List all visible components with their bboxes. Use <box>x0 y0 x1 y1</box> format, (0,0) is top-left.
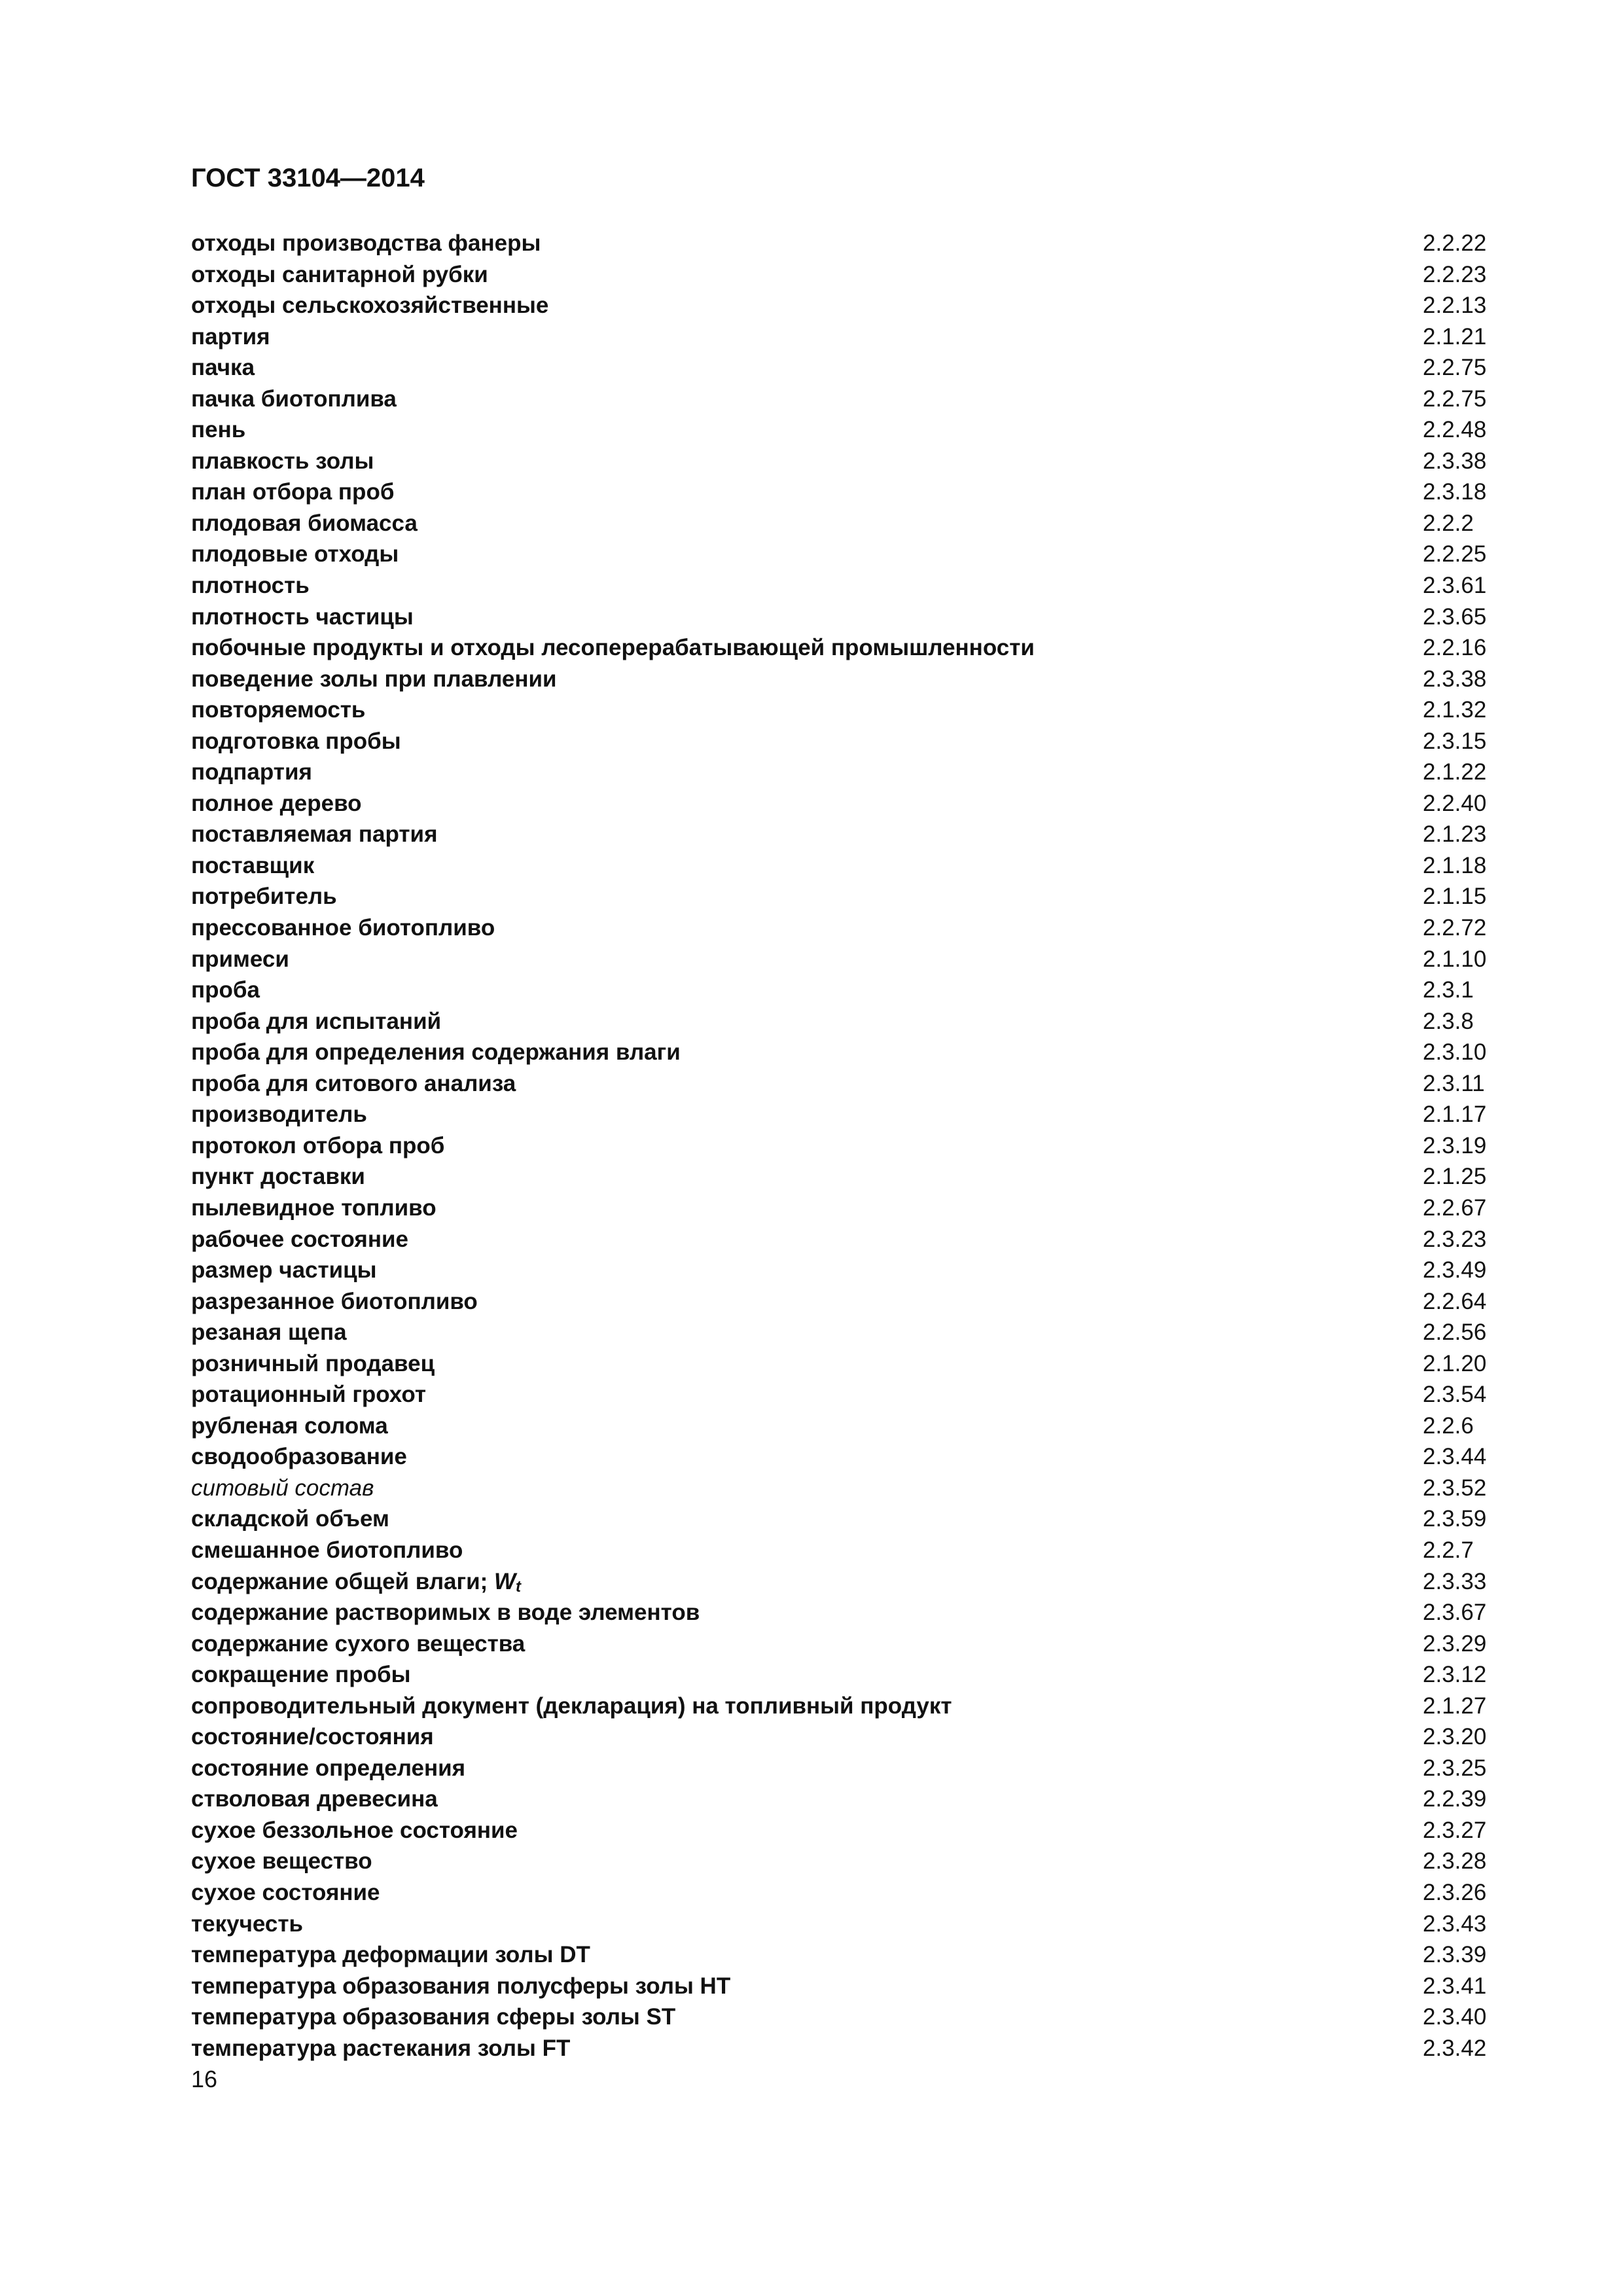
index-entry <box>191 1473 1491 1504</box>
index-ref: 2.3.25 <box>1423 1755 1487 1781</box>
index-entry <box>191 1410 1491 1442</box>
index-term <box>191 1286 478 1318</box>
index-entry <box>191 290 1491 321</box>
index-term <box>191 1473 374 1504</box>
index-ref: 2.2.67 <box>1423 1194 1487 1221</box>
index-entry <box>191 1441 1491 1473</box>
index-entry <box>191 1161 1491 1193</box>
index-term-text: температура деформации золы DT <box>191 1942 590 1968</box>
index-entry <box>191 1379 1491 1410</box>
index-term <box>191 2001 675 2033</box>
index-term <box>191 539 399 570</box>
index-ref: 2.2.72 <box>1423 915 1487 941</box>
index-term <box>191 1379 426 1410</box>
index-ref: 2.3.54 <box>1423 1382 1487 1408</box>
index-term <box>191 1068 516 1100</box>
index-term-text: отходы санитарной рубки <box>191 261 488 287</box>
index-term <box>191 664 557 695</box>
index-term <box>191 601 414 633</box>
index-term <box>191 476 394 508</box>
index-entry <box>191 1721 1491 1753</box>
index-term <box>191 228 541 259</box>
index-ref: 2.3.18 <box>1423 479 1487 505</box>
index-entry <box>191 1753 1491 1784</box>
index-term-text: содержание растворимых в воде элементов <box>191 1600 700 1626</box>
index-term <box>191 352 255 384</box>
index-term-text: складской объем <box>191 1506 389 1532</box>
index-term-text: рубленая солома <box>191 1412 388 1439</box>
index-ref: 2.3.19 <box>1423 1132 1487 1158</box>
index-term <box>191 1784 438 1815</box>
index-entry <box>191 259 1491 291</box>
index-ref: 2.2.40 <box>1423 790 1487 816</box>
index-term-text: содержание сухого вещества <box>191 1630 526 1657</box>
index-term <box>191 1691 952 1722</box>
index-entry <box>191 2001 1491 2033</box>
index-ref: 2.3.52 <box>1423 1475 1487 1501</box>
index-ref: 2.3.33 <box>1423 1568 1487 1594</box>
index-entry <box>191 1659 1491 1691</box>
index-entry <box>191 1224 1491 1255</box>
index-term <box>191 1348 435 1380</box>
index-term-text: поставляемая партия <box>191 821 438 848</box>
index-term-text: сопроводительный документ (декларация) на топливный продукт <box>191 1693 952 1719</box>
index-ref: 2.3.61 <box>1423 573 1487 599</box>
index-term-text: пункт доставки <box>191 1164 365 1190</box>
index-term-text: температура образования полусферы золы HT <box>191 1973 731 1999</box>
index-ref: 2.1.17 <box>1423 1102 1487 1128</box>
index-term-text: потребитель <box>191 884 337 910</box>
index-term <box>191 1597 700 1628</box>
index-entry <box>191 570 1491 601</box>
index-entry <box>191 1815 1491 1846</box>
index-term-text: ситовый состав <box>191 1475 374 1501</box>
index-entry <box>191 1971 1491 2002</box>
index-term <box>191 1753 465 1784</box>
index-term-symbol: W <box>494 1568 516 1594</box>
index-term <box>191 912 495 944</box>
index-term <box>191 2033 570 2064</box>
index-ref: 2.3.44 <box>1423 1444 1487 1470</box>
index-term <box>191 1877 380 1909</box>
index-term <box>191 975 260 1006</box>
index-entry <box>191 850 1491 882</box>
index-ref: 2.3.10 <box>1423 1039 1487 1066</box>
page-number: 16 <box>191 2066 218 2092</box>
index-entry <box>191 1846 1491 1877</box>
index-entry <box>191 788 1491 819</box>
index-term <box>191 1006 441 1037</box>
index-term-text: проба для ситового анализа <box>191 1070 516 1096</box>
index-term-text: плодовые отходы <box>191 541 399 567</box>
index-term-text: плотность <box>191 573 310 599</box>
index-ref: 2.3.1 <box>1423 977 1474 1003</box>
index-entry <box>191 539 1491 570</box>
index-term <box>191 944 289 975</box>
index-term <box>191 1939 590 1971</box>
index-ref: 2.2.56 <box>1423 1319 1487 1346</box>
index-ref: 2.2.7 <box>1423 1537 1474 1563</box>
index-entry <box>191 1193 1491 1224</box>
index-entry <box>191 1628 1491 1660</box>
index-entry <box>191 1348 1491 1380</box>
index-entry <box>191 1130 1491 1162</box>
index-term <box>191 414 245 446</box>
index-entry <box>191 1503 1491 1535</box>
index-term-text: повторяемость <box>191 697 366 723</box>
index-term <box>191 788 362 819</box>
index-term <box>191 1410 388 1442</box>
index-term-text: размер частицы <box>191 1257 377 1283</box>
index-entry <box>191 757 1491 788</box>
index-term <box>191 1971 730 2002</box>
index-ref: 2.1.21 <box>1423 323 1487 350</box>
index-term-text: поведение золы при плавлении <box>191 666 557 692</box>
index-ref: 2.1.27 <box>1423 1693 1487 1719</box>
index-ref: 2.2.48 <box>1423 417 1487 443</box>
index-term <box>191 1503 389 1535</box>
index-term-text: подпартия <box>191 759 312 785</box>
index-term <box>191 881 337 912</box>
index-term-text: сводообразование <box>191 1444 407 1470</box>
index-term <box>191 1659 410 1691</box>
index-entry <box>191 1286 1491 1318</box>
index-term-text: протокол отбора проб <box>191 1132 445 1158</box>
index-term-text: разрезанное биотопливо <box>191 1288 478 1314</box>
index-term-text: состояние определения <box>191 1755 466 1781</box>
index-entry <box>191 2033 1491 2064</box>
index-ref: 2.2.6 <box>1423 1412 1474 1439</box>
index-ref: 2.3.26 <box>1423 1879 1487 1905</box>
index-entry <box>191 819 1491 850</box>
index-term-text: ротационный грохот <box>191 1382 427 1408</box>
index-entry <box>191 1909 1491 1940</box>
index-ref: 2.1.25 <box>1423 1164 1487 1190</box>
index-ref: 2.2.39 <box>1423 1786 1487 1812</box>
index-term-text: сухое состояние <box>191 1879 380 1905</box>
index-ref: 2.1.10 <box>1423 946 1487 972</box>
index-term-text: сухое беззольное состояние <box>191 1817 518 1843</box>
index-ref: 2.3.28 <box>1423 1848 1487 1874</box>
index-entry <box>191 321 1491 353</box>
index-ref: 2.2.16 <box>1423 635 1487 661</box>
index-ref: 2.3.65 <box>1423 603 1487 630</box>
index-ref: 2.3.40 <box>1423 2004 1487 2030</box>
index-term-text: содержание общей влаги; <box>191 1568 494 1594</box>
index-entry <box>191 1006 1491 1037</box>
index-entry <box>191 1317 1491 1348</box>
index-term-text: пачка <box>191 355 255 381</box>
index-ref: 2.3.42 <box>1423 2035 1487 2061</box>
index-term-text: розничный продавец <box>191 1350 435 1376</box>
index-ref: 2.3.12 <box>1423 1662 1487 1688</box>
index-term-text: рабочее состояние <box>191 1226 408 1252</box>
index-ref: 2.2.75 <box>1423 355 1487 381</box>
index-term <box>191 1846 372 1877</box>
index-entry <box>191 1877 1491 1909</box>
index-term-text: подготовка пробы <box>191 728 401 754</box>
index-term-text: пачка биотоплива <box>191 386 397 412</box>
index-entry <box>191 1037 1491 1068</box>
index-ref: 2.1.18 <box>1423 852 1487 878</box>
index-ref: 2.3.11 <box>1423 1070 1485 1096</box>
index-term-text: плодовая биомасса <box>191 510 418 536</box>
index-ref: 2.3.67 <box>1423 1600 1487 1626</box>
index-term-text: стволовая древесина <box>191 1786 438 1812</box>
index-ref: 2.2.64 <box>1423 1288 1487 1314</box>
index-entry <box>191 1255 1491 1286</box>
index-term <box>191 570 310 601</box>
index-term <box>191 757 312 788</box>
index-term-text: отходы производства фанеры <box>191 230 541 256</box>
index-term-text: прессованное биотопливо <box>191 915 495 941</box>
index-term-text: полное дерево <box>191 790 362 816</box>
index-term-text: проба для испытаний <box>191 1008 442 1034</box>
index-ref: 2.1.22 <box>1423 759 1487 785</box>
index-entry <box>191 228 1491 259</box>
index-term-text: поставщик <box>191 852 315 878</box>
index-term-text: производитель <box>191 1102 367 1128</box>
index-term <box>191 850 314 882</box>
index-ref: 2.3.23 <box>1423 1226 1487 1252</box>
index-term-text: сокращение пробы <box>191 1662 411 1688</box>
index-ref: 2.3.49 <box>1423 1257 1487 1283</box>
index-entry <box>191 912 1491 944</box>
index-term-text: план отбора проб <box>191 479 395 505</box>
index-entry <box>191 664 1491 695</box>
index-term <box>191 1628 525 1660</box>
index-ref: 2.3.8 <box>1423 1008 1474 1034</box>
index-term-text: текучесть <box>191 1910 304 1937</box>
index-ref: 2.2.22 <box>1423 230 1487 256</box>
document-header: ГОСТ 33104—2014 <box>191 164 425 192</box>
index-ref: 2.2.75 <box>1423 386 1487 412</box>
index-ref: 2.1.15 <box>1423 884 1487 910</box>
index-term <box>191 1721 434 1753</box>
index-entry <box>191 1535 1491 1566</box>
index-term <box>191 1037 681 1068</box>
index-entry <box>191 726 1491 757</box>
index-entry <box>191 1939 1491 1971</box>
index-entry <box>191 508 1491 539</box>
index-term <box>191 446 374 477</box>
index-term-text: партия <box>191 323 270 350</box>
index-ref: 2.3.38 <box>1423 666 1487 692</box>
index-term <box>191 632 1035 664</box>
index-term-text: резаная щепа <box>191 1319 347 1346</box>
index-term <box>191 819 438 850</box>
index-term <box>191 1130 444 1162</box>
index-term-text: смешанное биотопливо <box>191 1537 463 1563</box>
index-entry <box>191 384 1491 415</box>
index-term-text: пылевидное топливо <box>191 1194 437 1221</box>
alphabetical-index <box>191 228 1491 2064</box>
index-entry <box>191 881 1491 912</box>
index-term <box>191 1224 408 1255</box>
index-term-subscript: t <box>516 1577 522 1596</box>
index-ref: 2.1.32 <box>1423 697 1487 723</box>
index-term <box>191 259 488 291</box>
index-ref: 2.3.29 <box>1423 1630 1487 1657</box>
index-term <box>191 290 548 321</box>
index-entry <box>191 414 1491 446</box>
index-term <box>191 1566 521 1598</box>
index-term <box>191 1161 365 1193</box>
index-entry <box>191 1691 1491 1722</box>
index-term-text: температура растекания золы FT <box>191 2035 571 2061</box>
index-term <box>191 1255 377 1286</box>
index-term-text: температура образования сферы золы ST <box>191 2004 676 2030</box>
index-entry <box>191 601 1491 633</box>
index-entry <box>191 632 1491 664</box>
index-term <box>191 1193 437 1224</box>
index-term <box>191 1815 518 1846</box>
index-term <box>191 321 270 353</box>
index-term-text: примеси <box>191 946 289 972</box>
index-ref: 2.1.20 <box>1423 1350 1487 1376</box>
index-entry <box>191 1566 1491 1598</box>
index-term <box>191 1909 303 1940</box>
index-ref: 2.3.15 <box>1423 728 1487 754</box>
index-entry <box>191 476 1491 508</box>
index-term-text: побочные продукты и отходы лесоперерабатывающей промышленности <box>191 635 1035 661</box>
index-term <box>191 1099 367 1130</box>
index-entry <box>191 944 1491 975</box>
index-entry <box>191 1597 1491 1628</box>
index-ref: 2.1.23 <box>1423 821 1487 848</box>
index-term-text: плотность частицы <box>191 603 414 630</box>
index-ref: 2.2.2 <box>1423 510 1474 536</box>
index-entry <box>191 1784 1491 1815</box>
index-term-text: пень <box>191 417 246 443</box>
index-ref: 2.3.39 <box>1423 1942 1487 1968</box>
index-entry <box>191 1068 1491 1100</box>
index-term-text: отходы сельскохозяйственные <box>191 293 549 319</box>
index-term-text: проба <box>191 977 260 1003</box>
index-term <box>191 508 418 539</box>
index-term <box>191 384 397 415</box>
index-term-text: состояние/состояния <box>191 1724 434 1750</box>
index-ref: 2.3.20 <box>1423 1724 1487 1750</box>
index-ref: 2.3.41 <box>1423 1973 1487 1999</box>
index-term <box>191 1317 347 1348</box>
index-ref: 2.3.38 <box>1423 448 1487 474</box>
index-term-text: сухое вещество <box>191 1848 372 1874</box>
index-entry <box>191 1099 1491 1130</box>
index-ref: 2.2.23 <box>1423 261 1487 287</box>
index-ref: 2.3.43 <box>1423 1910 1487 1937</box>
index-term-text: проба для определения содержания влаги <box>191 1039 681 1066</box>
index-entry <box>191 352 1491 384</box>
index-term <box>191 694 365 726</box>
index-entry <box>191 975 1491 1006</box>
index-term <box>191 1441 407 1473</box>
index-entry <box>191 694 1491 726</box>
index-ref: 2.3.27 <box>1423 1817 1487 1843</box>
index-term <box>191 726 401 757</box>
index-ref: 2.3.59 <box>1423 1506 1487 1532</box>
index-term-text: плавкость золы <box>191 448 374 474</box>
index-term <box>191 1535 463 1566</box>
index-ref: 2.2.25 <box>1423 541 1487 567</box>
index-entry <box>191 446 1491 477</box>
index-ref: 2.2.13 <box>1423 293 1487 319</box>
